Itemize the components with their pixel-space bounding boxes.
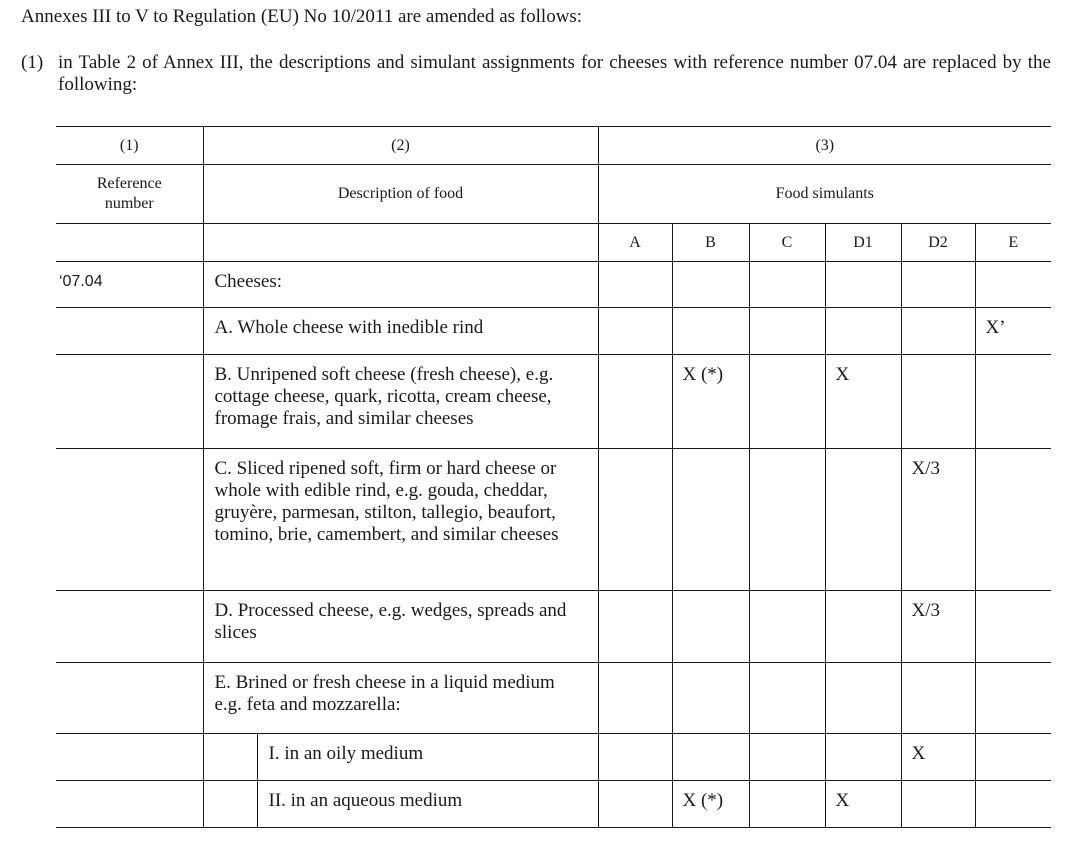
simulant-d2-cell [901,262,975,308]
description-cell: C. Sliced ripened soft, firm or hard cheese or whole with edible rind, e.g. gouda, cheddar, gruyère, parmesan, stilton, tallegio, beaufort, tomino, brie, camembert, and similar cheeses [203,449,598,591]
simulant-d1-cell [825,308,901,355]
simulant-a-cell [598,449,672,591]
simulant-b-cell [672,663,749,734]
table-row [56,591,1051,663]
simulant-e-cell [975,449,1051,591]
indent-cell [203,734,257,781]
description-cell: B. Unripened soft cheese (fresh cheese), e.g. cottage cheese, quark, ricotta, cream cheese, fromage frais, and similar cheeses [203,355,598,449]
simulant-d2-cell [901,308,975,355]
simulant-c-cell [749,355,825,449]
description-cell: E. Brined or fresh cheese in a liquid medium e.g. feta and mozzarella: [203,663,598,734]
header-description-of-food: Description of food [203,165,598,224]
header-empty-ref [56,224,203,262]
reference-number-cell: ‘07.04 [56,262,203,308]
reference-number-cell [56,449,203,591]
simulant-d1-cell [825,449,901,591]
simulant-d1-cell: X [825,355,901,449]
intro-text: Annexes III to V to Regulation (EU) No 10/2011 are amended as follows: [21,6,583,27]
simulant-c-cell [749,591,825,663]
simulant-b-cell [672,449,749,591]
description-cell: A. Whole cheese with inedible rind [203,308,598,355]
description-cell: D. Processed cheese, e.g. wedges, spreads and slices [203,591,598,663]
table-row [56,734,1051,781]
simulant-e-cell [975,663,1051,734]
simulant-d2-cell [901,663,975,734]
col-number-1: (1) [56,127,203,165]
simulant-a-cell [598,663,672,734]
table-row [56,449,1051,591]
reference-number-cell [56,591,203,663]
simulant-b-cell [672,591,749,663]
description-cell: Cheeses: [203,262,598,308]
amendment-point [21,52,1051,96]
reference-number-cell [56,355,203,449]
simulant-d1-cell [825,262,901,308]
reference-number-cell [56,781,203,828]
simulant-e-cell [975,355,1051,449]
simulant-d1-cell [825,734,901,781]
col-number-3: (3) [598,127,1051,165]
simulant-d1-cell [825,663,901,734]
simulant-d2-cell [901,781,975,828]
simulant-b-cell [672,308,749,355]
table-row [56,262,1051,308]
simulant-a-cell [598,734,672,781]
description-cell: I. in an oily medium [257,734,598,781]
simulant-b-cell: X (*) [672,781,749,828]
simulant-c-cell [749,663,825,734]
simulant-d2-cell [901,355,975,449]
simulant-c-cell [749,308,825,355]
simulant-a-cell [598,355,672,449]
simulant-header-a: A [598,224,672,262]
simulant-e-cell: X’ [975,308,1051,355]
simulant-header-d2: D2 [901,224,975,262]
table-row [56,663,1051,734]
simulant-d2-cell: X [901,734,975,781]
simulant-c-cell [749,449,825,591]
table-row [56,308,1051,355]
simulant-a-cell [598,308,672,355]
simulant-c-cell [749,262,825,308]
col-number-2: (2) [203,127,598,165]
simulant-header-e: E [975,224,1051,262]
reference-number-cell [56,663,203,734]
simulant-header-b: B [672,224,749,262]
simulant-c-cell [749,781,825,828]
simulant-c-cell [749,734,825,781]
point-text: in Table 2 of Annex III, the descriptions and simulant assignments for cheeses with reference number 07.04 are replaced by the following: [58,52,1051,95]
simulant-d2-cell: X/3 [901,449,975,591]
cheese-simulant-table [56,126,1051,828]
simulant-b-cell: X (*) [672,355,749,449]
simulant-e-cell [975,781,1051,828]
simulant-header-d1: D1 [825,224,901,262]
table-row [56,355,1051,449]
simulant-e-cell [975,734,1051,781]
simulant-d2-cell: X/3 [901,591,975,663]
simulant-e-cell [975,262,1051,308]
point-number: (1) [21,52,44,73]
simulant-d1-cell: X [825,781,901,828]
reference-number-cell [56,734,203,781]
description-cell: II. in an aqueous medium [257,781,598,828]
reference-number-cell [56,308,203,355]
simulant-header-c: C [749,224,825,262]
header-food-simulants: Food simulants [598,165,1051,224]
simulant-b-cell [672,734,749,781]
simulant-a-cell [598,781,672,828]
simulant-d1-cell [825,591,901,663]
simulant-e-cell [975,591,1051,663]
header-reference-number: Reference number [56,165,203,224]
indent-cell [203,781,257,828]
header-empty-desc [203,224,598,262]
simulant-a-cell [598,262,672,308]
simulant-a-cell [598,591,672,663]
table-row [56,781,1051,828]
simulant-b-cell [672,262,749,308]
